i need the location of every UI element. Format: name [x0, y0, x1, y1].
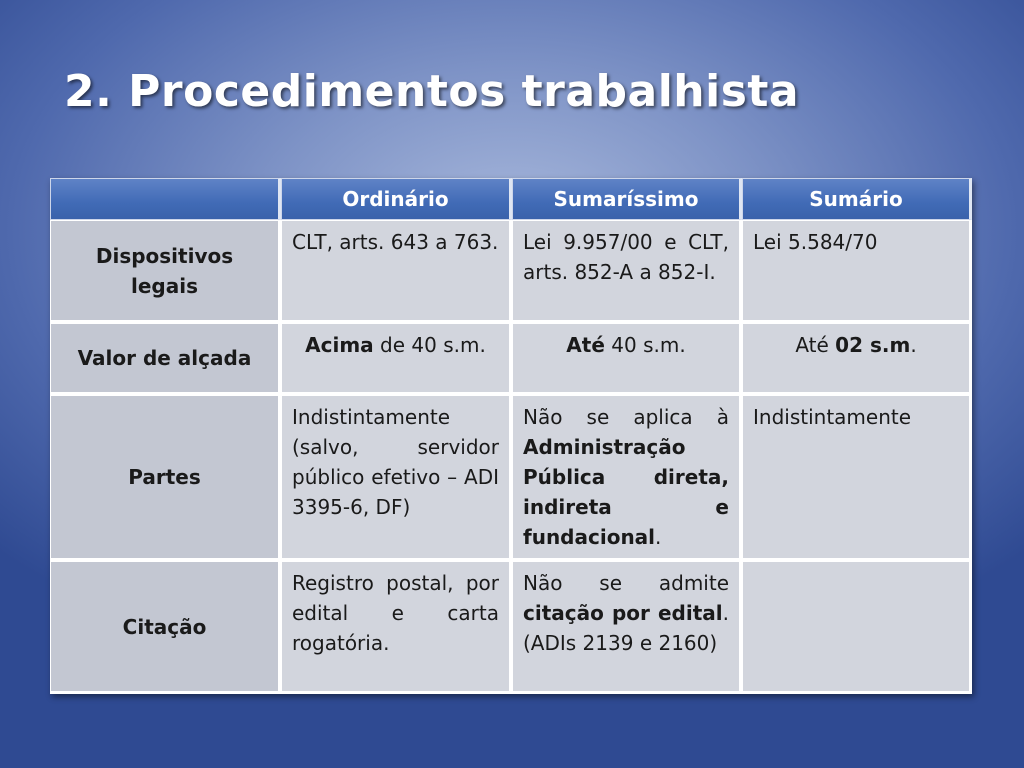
cell-sumario: Indistintamente: [742, 395, 972, 561]
cell-text: Não se admite: [523, 571, 729, 595]
cell-text: 40 s.m.: [604, 333, 686, 357]
cell-text: . (ADIs 2139 e 2160): [523, 601, 729, 655]
slide-title: 2. Procedimentos trabalhista: [64, 66, 800, 117]
cell-sumarissimo: Lei 9.957/00 e CLT, arts. 852-A a 852-I.: [512, 220, 742, 323]
cell-sumarissimo: [512, 561, 742, 694]
header-ordinario: Ordinário: [281, 178, 512, 220]
cell-emphasis: Até: [566, 333, 605, 357]
cell-sumarissimo: [512, 323, 742, 395]
header-sumarissimo: Sumaríssimo: [512, 178, 742, 220]
cell-text: Não se aplica à: [523, 405, 729, 429]
row-label-citacao: Citação: [50, 561, 281, 694]
cell-emphasis: 02 s.m: [835, 333, 911, 357]
header-empty-cell: [50, 178, 281, 220]
cell-text: de 40 s.m.: [373, 333, 486, 357]
cell-sumario: Lei 5.584/70: [742, 220, 972, 323]
table-row: [50, 323, 972, 395]
table-row: [50, 395, 972, 561]
cell-ordinario: Registro postal, por edital e carta rogatória.: [281, 561, 512, 694]
cell-emphasis: Acima: [305, 333, 374, 357]
cell-emphasis: Administração Pública direta, indireta e fundacional: [523, 435, 729, 549]
cell-text: .: [910, 333, 917, 357]
header-sumario: Sumário: [742, 178, 972, 220]
row-label-dispositivos: Dispositivos legais: [50, 220, 281, 323]
cell-text: .: [655, 525, 662, 549]
cell-ordinario: Indistintamente (salvo, servidor público efetivo – ADI 3395-6, DF): [281, 395, 512, 561]
cell-emphasis: citação por edital: [523, 601, 723, 625]
comparison-table-container: [50, 178, 972, 694]
row-label-valor-alcada: Valor de alçada: [50, 323, 281, 395]
header-row: [50, 178, 972, 220]
cell-ordinario: CLT, arts. 643 a 763.: [281, 220, 512, 323]
row-label-partes: Partes: [50, 395, 281, 561]
cell-ordinario: [281, 323, 512, 395]
cell-text: Até: [795, 333, 836, 357]
table-row: [50, 220, 972, 323]
table-row: [50, 561, 972, 694]
cell-sumario: [742, 323, 972, 395]
comparison-table: [50, 178, 972, 694]
cell-sumario: [742, 561, 972, 694]
cell-sumarissimo: [512, 395, 742, 561]
